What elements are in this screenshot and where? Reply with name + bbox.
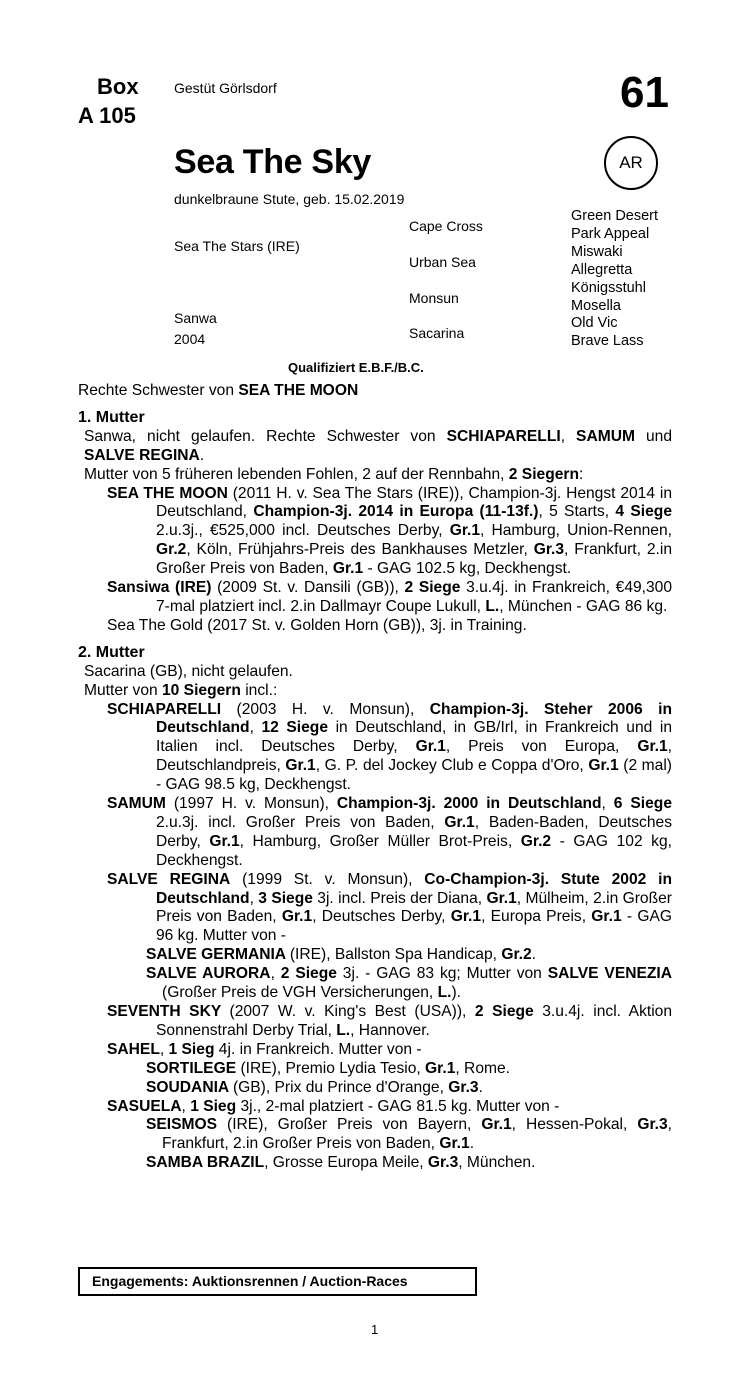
dam: Sanwa — [174, 310, 217, 326]
granddaughter-entry: SEISMOS (IRE), Großer Preis von Bayern, Gr.1, Hessen-Pokal, Gr.3, Frankfurt, 2.in Großer Preis von Baden, Gr.1. — [146, 1116, 672, 1153]
box-number — [78, 72, 139, 130]
engagements-box: Engagements: Auktionsrennen / Auction-Races — [78, 1267, 477, 1296]
great-grandparent: Green Desert — [571, 208, 659, 224]
first-dam-produce-intro: Mutter von 5 früheren lebenden Fohlen, 2 auf der Rennbahn, 2 Siegern: — [84, 465, 584, 483]
horse-description: dunkelbraune Stute, geb. 15.02.2019 — [174, 191, 405, 207]
catalogue-body — [78, 382, 672, 1173]
great-grandparent: Königsstuhl — [571, 279, 646, 296]
foal-entry: SEA THE MOON (2011 H. v. Sea The Stars (IRE)), Champion-3j. Hengst 2014 in Deutschland, Champion-3j. 2014 in Europa (11-13f.), 5 Starts, 4 Siege 2.u.3j., €525,000 incl. Deutsches Derby, Gr.1, Hamburg, Union-Rennen, Gr.2, Köln, Frühjahrs-Preis des Bankhauses Metzler, Gr.3, Frankfurt, 2.in Großer Preis von Baden, Gr.1 - GAG 102.5 kg, Deckhengst. — [107, 484, 672, 578]
first-dam-heading: 1. Mutter — [78, 408, 145, 426]
second-dam-heading: 2. Mutter — [78, 643, 145, 661]
granddaughter-entry: SALVE GERMANIA (IRE), Ballston Spa Handicap, Gr.2. — [146, 946, 536, 964]
first-dam-text: Sanwa, nicht gelaufen. Rechte Schwester von SCHIAPARELLI, SAMUM und SALVE REGINA. — [84, 427, 672, 464]
great-grandparent: Allegretta — [571, 261, 633, 278]
foal-entry: SAHEL, 1 Sieg 4j. in Frankreich. Mutter von - — [107, 1040, 422, 1058]
foal-entry: SASUELA, 1 Sieg 3j., 2-mal platziert - GAG 81.5 kg. Mutter von - — [107, 1097, 560, 1115]
qualification: Qualifiziert E.B.F./B.C. — [288, 360, 424, 375]
stud-name: Gestüt Görlsdorf — [174, 80, 277, 96]
foal-entry: SEVENTH SKY (2007 W. v. King's Best (USA)), 2 Siege 3.u.4j. incl. Aktion Sonnenstrahl Derby Trial, L., Hannover. — [107, 1003, 673, 1039]
intro-line: Rechte Schwester von SEA THE MOON — [78, 382, 359, 399]
page-number: 1 — [371, 1322, 379, 1337]
great-grandparents — [571, 208, 658, 351]
granddam-maternal: Sacarina — [409, 325, 465, 341]
grandsire-maternal: Monsun — [409, 290, 459, 306]
second-dam-text: Sacarina (GB), nicht gelaufen. — [84, 662, 293, 680]
granddaughter-entry: SALVE AURORA, 2 Siege 3j. - GAG 83 kg; Mutter von SALVE VENEZIA (Großer Preis de VGH Versicherungen, L.). — [146, 965, 673, 1002]
foal-entry: SCHIAPARELLI (2003 H. v. Monsun), Champion-3j. Steher 2006 in Deutschland, 12 Siege in Deutschland, in GB/Irl, in Frankreich und in Italien incl. Deutsches Derby, Gr.1, Preis von Europa, Gr.1, Deutschlandpreis, Gr.1, G. P. del Jockey Club e Coppa d'Oro, Gr.1 (2 mal) - GAG 98.5 kg, Deckhengst. — [107, 700, 673, 794]
box-label: Box — [97, 74, 139, 99]
granddaughter-entry: SORTILEGE (IRE), Premio Lydia Tesio, Gr.1, Rome. — [146, 1059, 510, 1077]
granddaughter-entry: SOUDANIA (GB), Prix du Prince d'Orange, Gr.3. — [146, 1078, 483, 1096]
foal-entry: SAMUM (1997 H. v. Monsun), Champion-3j. 2000 in Deutschland, 6 Siege 2.u.3j. incl. Großer Preis von Baden, Gr.1, Baden-Baden, Deutsches Derby, Gr.1, Hamburg, Großer Müller Brot-Preis, Gr.2 - GAG 102 kg, Deckhengst. — [107, 795, 672, 869]
great-grandparent: Miswaki — [571, 243, 623, 260]
sire: Sea The Stars (IRE) — [174, 238, 300, 254]
foal-entry: Sea The Gold (2017 St. v. Golden Horn (GB)), 3j. in Training. — [107, 616, 527, 634]
grandsire-paternal: Cape Cross — [409, 218, 483, 234]
dam-year: 2004 — [174, 331, 206, 347]
great-grandparent: Old Vic — [571, 315, 618, 332]
intro-sibling: SEA THE MOON — [238, 382, 359, 399]
granddam-paternal: Urban Sea — [409, 254, 476, 270]
foal-entry: SALVE REGINA (1999 St. v. Monsun), Co-Champion-3j. Stute 2002 in Deutschland, 3 Siege 3j. incl. Preis der Diana, Gr.1, Mülheim, 2.in Großer Preis von Baden, Gr.1, Deutsches Derby, Gr.1, Europa Preis, Gr.1 - GAG 96 kg. Mutter von - — [107, 870, 672, 945]
great-grandparent: Mosella — [571, 297, 621, 314]
great-grandparent: Park Appeal — [571, 225, 650, 242]
lot-number: 61 — [620, 68, 669, 117]
ar-badge: AR — [604, 136, 658, 190]
foal-entry: Sansiwa (IRE) (2009 St. v. Dansili (GB)), 2 Siege 3.u.4j. in Frankreich, €49,300 7-mal platziert incl. 2.in Dallmayr Coupe Lukull, L., München - GAG 86 kg. — [107, 579, 673, 615]
great-grandparent: Brave Lass — [571, 333, 644, 350]
horse-name: Sea The Sky — [174, 143, 372, 181]
box-code: A 105 — [78, 103, 136, 128]
second-dam-produce-intro: Mutter von 10 Siegern incl.: — [84, 681, 278, 699]
granddaughter-entry: SAMBA BRAZIL, Grosse Europa Meile, Gr.3, München. — [146, 1154, 536, 1172]
